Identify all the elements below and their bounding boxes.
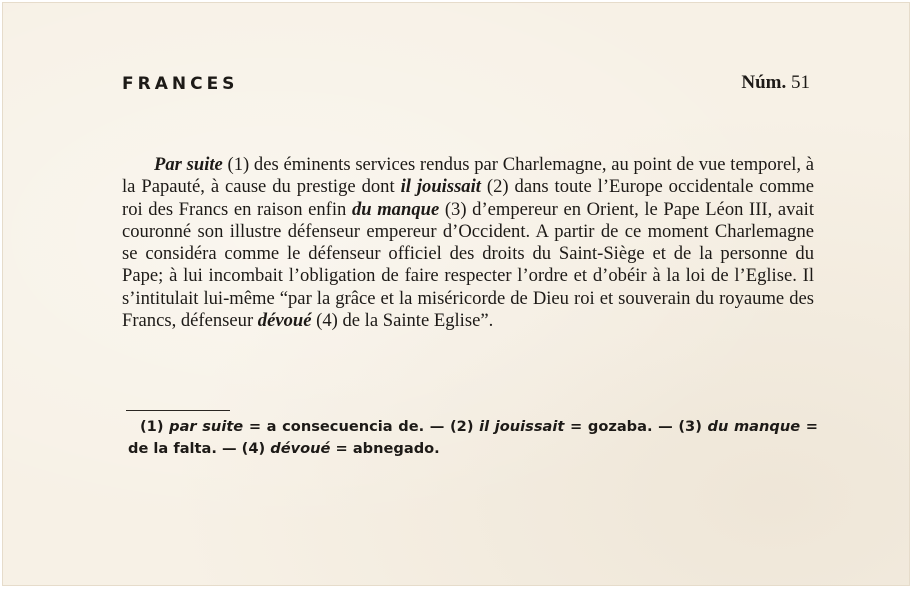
footnotes: [128, 416, 818, 460]
footnote-segment: (1): [140, 418, 170, 435]
passage-segment: il jouissait: [400, 176, 481, 198]
page-number-label: Núm.: [741, 72, 787, 93]
passage-segment: Par suite: [154, 154, 223, 175]
footnote-segment: dévoué: [270, 440, 331, 457]
passage-segment: (1) des éminents services rendus par Charlemagne, au point de vue temporel, à la Papauté, à cause du prestige dont: [122, 154, 815, 198]
passage-segment: (3) d’empereur en Orient, le Pape Léon III, avait couronné son illustre défenseur empereur d’Occident. A partir de ce moment Charlemagne se considéra comme le défenseur officiel des droits du Saint-Siège et de la personne du Pape; à lui incombait l’obligation de faire respecter l’ordre et d’obéir à la loi de l’Eglise. Il s’intitulait lui-même “par la grâce et la miséricorde de Dieu roi et souverain du royaume des Francs, défenseur: [122, 198, 815, 332]
footnote-segment: il jouissait: [479, 418, 565, 435]
main-passage: [122, 154, 814, 332]
footnote-segment: par suite: [169, 418, 244, 435]
section-title: FRANCES: [122, 74, 239, 94]
page-number: [741, 72, 810, 94]
passage-segment: (4) de la Sainte Eglise”.: [311, 310, 494, 332]
footnote-segment: du manque: [707, 418, 801, 435]
footnote-segment: = de la falta. — (4): [128, 418, 818, 457]
passage-segment: (2) dans toute l’Europe occidentale comme roi des Francs en raison enfin: [122, 176, 814, 220]
footnote-segment: = abnegado.: [330, 440, 440, 457]
passage-segment: dévoué: [257, 310, 312, 332]
footnote-segment: = a consecuencia de. — (2): [243, 418, 480, 435]
footnote-segment: = gozaba. — (3): [564, 418, 708, 435]
document-page: [2, 2, 910, 586]
passage-segment: du manque: [351, 198, 440, 220]
footnote-divider: [126, 410, 230, 411]
page-number-value: 51: [791, 72, 810, 93]
